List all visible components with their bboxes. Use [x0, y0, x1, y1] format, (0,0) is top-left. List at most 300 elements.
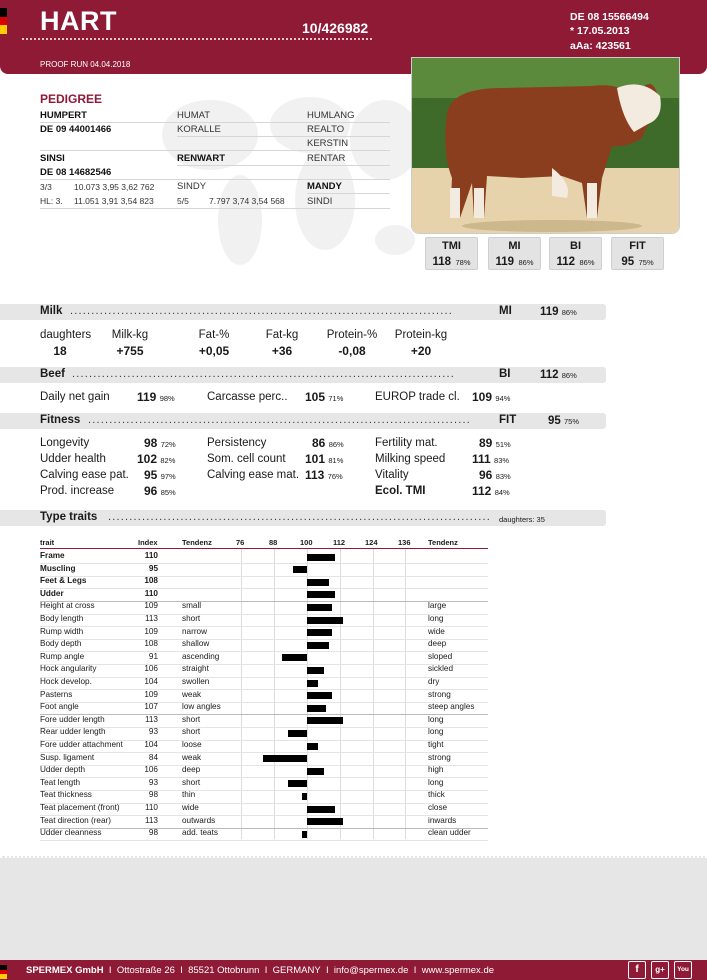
dam-dam: SINDY	[177, 181, 207, 192]
trait-name: Pasterns	[40, 689, 73, 699]
bull-name: HART	[40, 6, 117, 36]
dam-rec2-lact: HL: 3.	[40, 196, 63, 206]
trait-bar	[307, 680, 318, 687]
tendency-low: ascending	[182, 651, 220, 661]
tendency-high: close	[428, 803, 448, 812]
trait-bar	[307, 705, 326, 712]
type-daughters: daughters: 35	[499, 515, 545, 524]
trait-index: 98	[148, 790, 158, 800]
pedigree-line	[40, 122, 390, 123]
dam-sire: RENWART	[177, 153, 226, 164]
tendency-high: deep	[428, 639, 447, 649]
beef-value	[540, 369, 577, 381]
trait-name: Udder depth	[40, 765, 86, 775]
pedigree-line	[40, 208, 390, 209]
separator: I	[180, 965, 183, 976]
trait-name: Rear udder length	[40, 727, 106, 737]
col-header-index: Index	[138, 538, 158, 547]
dam-id: DE 08 14682546	[40, 167, 112, 178]
dam-rec2: 11.051 3,91 3,54 823	[74, 196, 154, 206]
row-divider	[40, 702, 488, 703]
row-divider	[40, 752, 488, 753]
beef-item-index: 119	[137, 390, 157, 404]
grid-line	[274, 549, 275, 839]
beef-item-value	[305, 390, 343, 404]
city: 85521 Ottobrunn	[188, 965, 260, 976]
fitness-item-reliability: 51%	[495, 440, 511, 449]
tendency-high: wide	[428, 626, 445, 636]
tendency-low: add. teats	[182, 828, 218, 838]
trait-index: 108	[144, 639, 158, 649]
col-header-trait: trait	[40, 538, 55, 547]
col-header-88: 88	[269, 538, 278, 547]
fitness-item-reliability: 83%	[494, 456, 510, 465]
trait-bar	[307, 818, 343, 825]
trait-bar	[307, 642, 329, 649]
trait-index: 93	[148, 727, 158, 737]
tendency-high: large	[428, 601, 447, 611]
fitness-item-reliability: 83%	[495, 472, 511, 481]
bull-photo	[411, 57, 680, 234]
tendency-high: sloped	[428, 651, 453, 661]
beef-item-label: EUROP trade cl.	[375, 391, 460, 403]
fitness-item-label: Prod. increase	[40, 485, 115, 497]
row-divider	[40, 765, 488, 766]
fitness-item-label: Persistency	[207, 437, 267, 449]
row-divider	[40, 626, 488, 627]
trait-index: 109	[144, 689, 158, 699]
fitness-code: FIT	[499, 414, 517, 426]
beef-item-index: 105	[305, 390, 326, 404]
bottom-panel	[0, 856, 707, 960]
tendency-low: shallow	[182, 639, 210, 649]
fitness-item-label: Milking speed	[375, 453, 446, 465]
milk-col-value: -0,08	[338, 344, 366, 358]
trait-index: 104	[144, 677, 158, 686]
fitness-item-index: 111	[472, 452, 491, 466]
sire-sire: HUMAT	[177, 110, 211, 121]
trait-name: Feet & Legs	[40, 576, 87, 586]
tendency-high: dry	[428, 677, 440, 686]
fitness-item-label: Som. cell count	[207, 453, 286, 465]
fitness-item-reliability: 72%	[160, 440, 176, 449]
index-label: FIT	[629, 240, 646, 252]
tendency-high: thick	[428, 790, 445, 800]
tendency-low: short	[182, 714, 201, 724]
fitness-item-label: Vitality	[375, 469, 409, 481]
index-value: 95	[621, 256, 635, 268]
trait-name: Fore udder length	[40, 714, 105, 724]
beef-code: BI	[499, 368, 511, 380]
pedigree-title: PEDIGREE	[40, 92, 103, 106]
trait-name: Teat thickness	[40, 790, 92, 800]
fitness-item-value	[144, 484, 176, 498]
proof-run: PROOF RUN 04.04.2018	[40, 60, 131, 69]
tendency-high: inwards	[428, 815, 457, 825]
fitness-item-index: 112	[472, 484, 492, 498]
trait-index: 107	[144, 702, 158, 712]
german-flag-icon	[0, 8, 7, 34]
tendency-low: wide	[182, 803, 199, 812]
tendency-high: strong	[428, 752, 451, 762]
facebook-icon[interactable]: f	[628, 961, 646, 979]
pedigree-line	[177, 136, 390, 137]
grid-line	[241, 549, 242, 839]
row-divider	[40, 588, 488, 589]
trait-name: Frame	[40, 551, 65, 560]
tendency-low: narrow	[182, 626, 208, 636]
tendency-high: tight	[428, 740, 444, 749]
milk-col-label: Fat-kg	[265, 329, 299, 341]
trait-name: Rump angle	[40, 651, 85, 661]
index-reliability: 78%	[455, 258, 471, 267]
milk-leader-dots: ..........................................................................................	[70, 305, 454, 317]
fitness-item-label: Calving ease pat.	[40, 469, 129, 481]
tendency-high: steep angles	[428, 702, 475, 712]
trait-bar	[282, 654, 307, 661]
fitness-item-reliability: 81%	[328, 456, 344, 465]
fitness-item-value	[472, 484, 510, 498]
tendency-high: long	[428, 777, 444, 787]
trait-bar	[307, 617, 343, 624]
trait-bar	[307, 667, 324, 674]
index-box-bi	[549, 237, 602, 270]
fitness-item-reliability: 82%	[160, 456, 176, 465]
grid-line	[373, 549, 374, 839]
trait-name: Susp. ligament	[40, 752, 95, 762]
trait-name: Udder cleanness	[40, 828, 102, 838]
col-header-136: 136	[398, 538, 411, 547]
pedigree-line	[307, 193, 390, 194]
tendency-low: low angles	[182, 702, 221, 712]
row-divider	[40, 689, 488, 690]
ds-sire: RENTAR	[307, 153, 346, 164]
milk-col-value: 18	[53, 344, 67, 358]
row-divider	[40, 790, 488, 791]
row-divider	[40, 651, 488, 652]
row-divider	[40, 777, 488, 778]
separator: I	[264, 965, 268, 976]
trait-index: 108	[144, 576, 158, 586]
trait-bar	[302, 793, 308, 800]
trait-name: Hock develop.	[40, 677, 92, 686]
tendency-high: sickled	[428, 664, 454, 674]
tendency-low: thin	[182, 790, 196, 800]
milk-col-value: +755	[116, 344, 144, 358]
beef-item-value	[137, 390, 175, 404]
trait-name: Teat placement (front)	[40, 803, 120, 812]
tendency-low: short	[182, 727, 201, 737]
tendency-low: outwards	[182, 815, 216, 825]
row-divider	[40, 563, 488, 564]
email-link[interactable]: info@spermex.de	[333, 965, 409, 976]
trait-bar	[307, 604, 332, 611]
milk-col-value: +0,05	[198, 344, 230, 358]
trait-bar	[307, 806, 335, 813]
trait-name: Rump width	[40, 626, 84, 636]
fitness-title: Fitness	[40, 414, 81, 426]
trait-index: 113	[144, 714, 158, 724]
fitness-item-label: Longevity	[40, 437, 90, 449]
trait-name: Muscling	[40, 563, 76, 573]
trait-bar	[293, 566, 307, 573]
fitness-item-index: 89	[479, 436, 493, 450]
milk-col-value: +20	[410, 344, 432, 358]
fitness-item-value	[144, 468, 176, 482]
index-reliability: 86%	[579, 258, 595, 267]
tendency-low: weak	[182, 752, 202, 762]
youtube-icon[interactable]: You	[674, 961, 692, 979]
beef-item-reliability: 71%	[328, 394, 344, 403]
tendency-low: loose	[182, 740, 202, 749]
dam-name: SINSI	[40, 153, 65, 164]
tendency-low: small	[182, 601, 202, 611]
tendency-low: deep	[182, 765, 201, 775]
fitness-item-value	[305, 468, 343, 482]
tendency-high: long	[428, 714, 444, 724]
tendency-low: short	[182, 614, 201, 623]
trait-bar	[288, 730, 307, 737]
beef-title: Beef	[40, 368, 65, 380]
row-divider	[40, 828, 488, 829]
trait-index: 95	[148, 563, 158, 573]
beef-reliability: 86%	[561, 371, 577, 380]
milk-col-label: daughters	[40, 329, 92, 341]
trait-name: Body length	[40, 614, 84, 623]
trait-index: 91	[148, 651, 158, 661]
row-divider	[40, 664, 488, 665]
milk-index: 119	[540, 306, 559, 318]
footer-flag-icon	[0, 965, 7, 979]
trait-index: 110	[144, 588, 158, 598]
herd-number: 10/426982	[302, 20, 369, 36]
sire-name: HUMPERT	[40, 110, 87, 121]
beef-item-reliability: 94%	[495, 394, 511, 403]
sire-id: DE 09 44001466	[40, 124, 112, 135]
index-value: 112	[556, 256, 576, 268]
tendency-high: long	[428, 727, 444, 737]
ss-sire: HUMLANG	[307, 110, 355, 121]
trait-bar	[307, 692, 332, 699]
tendency-low: swollen	[182, 677, 210, 686]
separator: I	[325, 965, 329, 976]
trait-index: 106	[144, 664, 158, 674]
fitness-item-index: 86	[312, 436, 326, 450]
index-value: 119	[495, 256, 515, 268]
milk-code: MI	[499, 305, 512, 317]
fitness-item-value	[312, 436, 344, 450]
row-divider	[40, 576, 488, 577]
trait-bar	[307, 717, 343, 724]
trait-bar	[307, 629, 332, 636]
fitness-item-label: Ecol. TMI	[375, 485, 426, 497]
row-divider	[40, 677, 488, 678]
header-dotted-rule	[22, 38, 372, 40]
trait-index: 113	[144, 815, 158, 825]
trait-bar	[307, 591, 335, 598]
milk-col-label: Milk-kg	[111, 329, 149, 341]
trait-bar	[307, 579, 329, 586]
bottom-dotted-rule	[0, 856, 707, 858]
pedigree-line	[40, 150, 390, 151]
fitness-value	[548, 415, 579, 427]
fitness-item-index: 95	[144, 468, 158, 482]
tendency-low: short	[182, 777, 201, 787]
col-header-76: 76	[236, 538, 245, 547]
index-label: TMI	[442, 240, 461, 252]
trait-index: 104	[144, 740, 158, 749]
index-reliability: 75%	[638, 258, 654, 267]
sire-dam: KORALLE	[177, 124, 221, 135]
row-divider	[40, 639, 488, 640]
milk-col-label: Protein-kg	[394, 329, 448, 341]
beef-item-label: Daily net gain	[40, 391, 110, 403]
fitness-item-index: 98	[144, 436, 158, 450]
trait-bar	[302, 831, 308, 838]
row-divider	[40, 714, 488, 715]
fitness-item-value	[479, 436, 511, 450]
trait-name: Foot angle	[40, 702, 79, 712]
trait-index: 106	[144, 765, 158, 775]
dd-rec: 7.797 3,74 3,54 568	[209, 196, 285, 206]
trait-name: Teat length	[40, 777, 81, 787]
birth-date: * 17.05.2013	[570, 25, 630, 37]
fitness-item-value	[305, 452, 343, 466]
beef-item-reliability: 98%	[159, 394, 175, 403]
trait-name: Height at cross	[40, 601, 95, 611]
beef-item-value	[472, 390, 510, 404]
tendency-low: weak	[182, 689, 202, 699]
trait-index: 109	[144, 626, 158, 636]
fitness-item-label: Udder health	[40, 453, 106, 465]
pedigree-line	[40, 179, 390, 180]
fitness-item-index: 96	[144, 484, 158, 498]
dd-sire: MANDY	[307, 181, 342, 192]
dd-dam: SINDI	[307, 196, 333, 207]
trait-name: Teat direction (rear)	[40, 815, 111, 825]
trait-name: Udder	[40, 588, 64, 598]
beef-index: 112	[540, 369, 559, 381]
fitness-item-label: Fertility mat.	[375, 437, 438, 449]
separator: I	[413, 965, 417, 976]
street: Ottostraße 26	[116, 965, 175, 976]
beef-leader-dots: ..........................................................................................	[72, 368, 456, 380]
registration-number: DE 08 15566494	[570, 11, 649, 23]
trait-bar	[307, 743, 318, 750]
fitness-leader-dots: ..........................................................................................	[88, 414, 472, 426]
milk-title: Milk	[40, 305, 63, 317]
trait-name: Fore udder attachment	[40, 740, 123, 749]
fitness-index: 95	[548, 415, 561, 427]
fitness-item-reliability: 86%	[328, 440, 344, 449]
pedigree-line	[177, 165, 390, 166]
index-box-fit	[611, 237, 664, 270]
aaa-code: aAa: 423561	[570, 40, 631, 52]
row-divider	[40, 601, 488, 602]
col-header-tendency-high: Tendenz	[428, 538, 458, 547]
grid-line	[405, 549, 406, 839]
milk-col-value: +36	[271, 344, 293, 358]
trait-index: 93	[148, 777, 158, 787]
trait-index: 98	[148, 828, 158, 838]
dam-rec1: 10.073 3,95 3,62 762	[74, 182, 155, 192]
fitness-item-index: 102	[137, 452, 158, 466]
tendency-high: high	[428, 765, 444, 775]
trait-bar	[307, 768, 324, 775]
col-header-112: 112	[333, 538, 346, 547]
row-divider	[40, 614, 488, 615]
fitness-item-reliability: 76%	[327, 472, 343, 481]
row-divider	[40, 727, 488, 728]
milk-reliability: 86%	[561, 308, 577, 317]
footer-address	[26, 965, 494, 976]
trait-index: 110	[144, 803, 158, 812]
index-box-mi	[488, 237, 541, 270]
trait-index: 84	[148, 752, 158, 762]
tendency-high: clean udder	[428, 828, 471, 838]
beef-item-index: 109	[472, 390, 493, 404]
sd-dam: KERSTIN	[307, 138, 349, 149]
table-header-rule	[40, 548, 488, 549]
trait-bar	[307, 554, 335, 561]
sd-sire: REALTO	[307, 124, 345, 135]
separator: I	[108, 965, 112, 976]
beef-item-label: Carcasse perc..	[207, 391, 288, 403]
fitness-item-label: Calving ease mat.	[207, 469, 300, 481]
trait-bar	[288, 780, 307, 787]
trait-bar	[263, 755, 307, 762]
milk-col-label: Protein-%	[326, 329, 378, 341]
row-divider	[40, 840, 488, 841]
type-leader-dots: ..........................................................................................	[108, 511, 492, 523]
company-name: SPERMEX GmbH	[26, 965, 104, 976]
website-link[interactable]: www.spermex.de	[421, 965, 495, 976]
fitness-item-reliability: 84%	[494, 488, 510, 497]
fitness-item-value	[479, 468, 511, 482]
tendency-low: straight	[182, 664, 209, 674]
milk-value	[540, 306, 577, 318]
index-label: BI	[570, 240, 581, 252]
fitness-item-value	[144, 436, 176, 450]
fitness-item-reliability: 85%	[160, 488, 176, 497]
fitness-item-index: 96	[479, 468, 493, 482]
trait-name: Hock angularity	[40, 664, 97, 674]
dd-lact: 5/5	[177, 196, 189, 206]
tendency-high: strong	[428, 689, 451, 699]
country: GERMANY	[272, 965, 321, 976]
google-plus-icon[interactable]: g+	[651, 961, 669, 979]
fitness-item-index: 113	[305, 468, 325, 482]
dam-rec1-lact: 3/3	[40, 182, 52, 192]
fitness-item-index: 101	[305, 452, 326, 466]
fitness-reliability: 75%	[564, 417, 580, 426]
trait-index: 109	[144, 601, 158, 611]
index-value: 118	[432, 256, 452, 268]
index-label: MI	[508, 240, 521, 252]
tendency-high: long	[428, 614, 444, 623]
col-header-124: 124	[365, 538, 378, 547]
grid-line	[340, 549, 341, 839]
fitness-item-value	[137, 452, 175, 466]
index-reliability: 86%	[518, 258, 534, 267]
fitness-item-reliability: 97%	[160, 472, 176, 481]
type-title: Type traits	[40, 511, 98, 523]
trait-index: 110	[144, 551, 158, 560]
index-box-tmi	[425, 237, 478, 270]
milk-col-label: Fat-%	[198, 329, 230, 341]
col-header-tendency-low: Tendenz	[182, 538, 212, 547]
trait-name: Body depth	[40, 639, 82, 649]
